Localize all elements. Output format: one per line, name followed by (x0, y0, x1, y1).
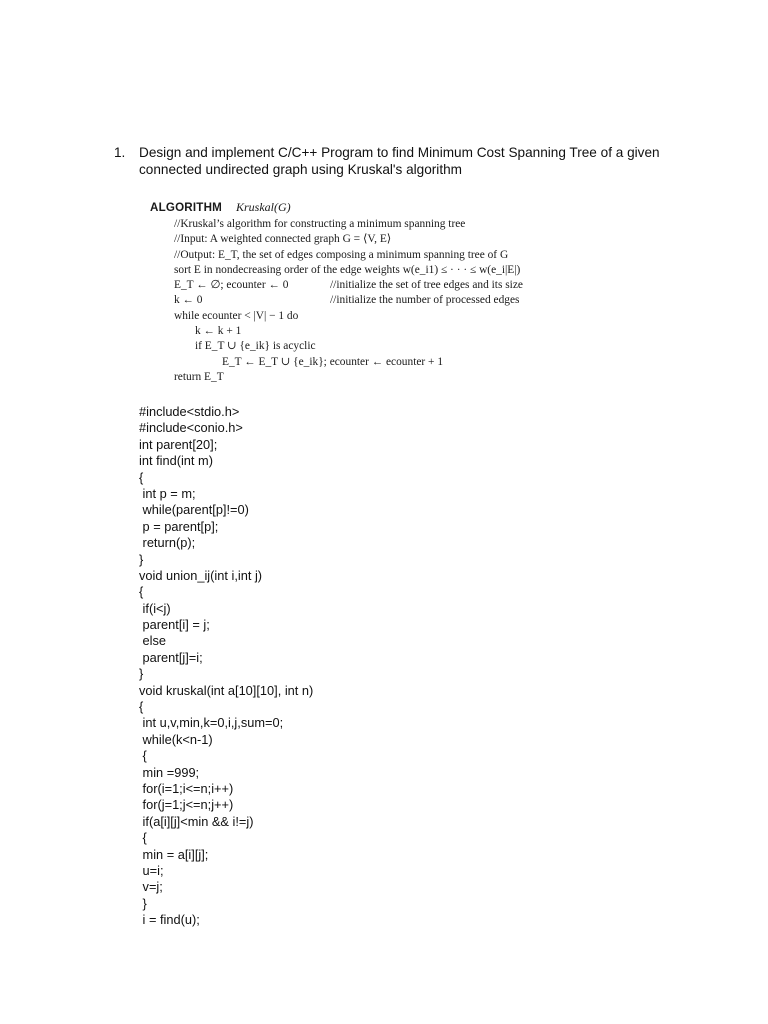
code-line: { (139, 469, 144, 485)
algorithm-line-if: if E_T ∪ {e_ik} is acyclic (195, 340, 316, 353)
code-line: { (139, 584, 144, 600)
code-line: while(parent[p]!=0) (139, 502, 249, 518)
code-line: #include<stdio.h> (139, 404, 240, 419)
code-line: { (139, 699, 144, 715)
algorithm-line-input: //Input: A weighted connected graph G = ⟨V, E⟩ (174, 233, 392, 246)
code-listing (139, 404, 313, 929)
code-line: { (139, 748, 147, 764)
algorithm-figure (150, 200, 620, 385)
code-line: min = a[i][j]; (139, 846, 209, 862)
code-line: #include<conio.h> (139, 420, 243, 436)
task-description: Design and implement C/C++ Program to find Minimum Cost Spanning Tree of a given connected undirected graph using Kruskal's algorithm (139, 145, 660, 177)
algorithm-line-sort: sort E in nondecreasing order of the edge weights w(e_i1) ≤ · · · ≤ w(e_i|E|) (174, 263, 521, 276)
code-line: for(i=1;i<=n;i++) (139, 780, 234, 796)
algorithm-init-tree-comment: //initialize the set of tree edges and its size (330, 279, 523, 292)
code-line: void kruskal(int a[10][10], int n) (139, 682, 314, 698)
code-line: parent[i] = j; (139, 617, 210, 633)
algorithm-line-output: //Output: E_T, the set of edges composing a minimum spanning tree of G (174, 248, 509, 261)
code-line: } (139, 551, 144, 567)
algorithm-line-increment: k ← k + 1 (195, 325, 242, 338)
code-line: v=j; (139, 879, 163, 895)
algorithm-header (150, 200, 620, 217)
code-line: if(i<j) (139, 600, 171, 616)
algorithm-line-init-tree (150, 278, 620, 293)
algorithm-init-tree-code: E_T ← ∅; ecounter ← 0 (174, 279, 289, 292)
algorithm-keyword: ALGORITHM (150, 201, 222, 214)
code-line: int find(int m) (139, 453, 213, 469)
code-line: return(p); (139, 535, 196, 551)
algorithm-line-while: while ecounter < |V| − 1 do (174, 309, 299, 322)
algorithm-name: Kruskal(G) (236, 200, 291, 214)
code-line: } (139, 895, 147, 911)
code-line: void union_ij(int i,int j) (139, 567, 263, 583)
code-line: int u,v,min,k=0,i,j,sum=0; (139, 715, 284, 731)
code-line: p = parent[p]; (139, 518, 219, 534)
algorithm-init-k-code: k ← 0 (174, 294, 203, 307)
algorithm-line-return: return E_T (174, 370, 224, 383)
code-line: } (139, 666, 144, 682)
code-line: if(a[i][j]<min && i!=j) (139, 813, 254, 829)
code-line: parent[j]=i; (139, 649, 203, 665)
algorithm-line-init-k (150, 293, 620, 308)
code-line: for(j=1;j<=n;j++) (139, 797, 234, 813)
code-line: i = find(u); (139, 912, 200, 928)
code-line: else (139, 633, 167, 649)
code-line: while(k<n-1) (139, 731, 213, 747)
algorithm-line-add-edge: E_T ← E_T ∪ {e_ik}; ecounter ← ecounter + 1 (222, 355, 444, 368)
code-line: u=i; (139, 862, 164, 878)
task-number: 1. (114, 145, 126, 160)
code-line: int p = m; (139, 485, 196, 501)
code-line: min =999; (139, 764, 200, 780)
code-line: int parent[20]; (139, 436, 218, 452)
algorithm-init-k-comment: //initialize the number of processed edges (330, 294, 520, 307)
code-line: { (139, 830, 147, 846)
algorithm-line-comment: //Kruskal’s algorithm for constructing a minimum spanning tree (174, 218, 466, 230)
